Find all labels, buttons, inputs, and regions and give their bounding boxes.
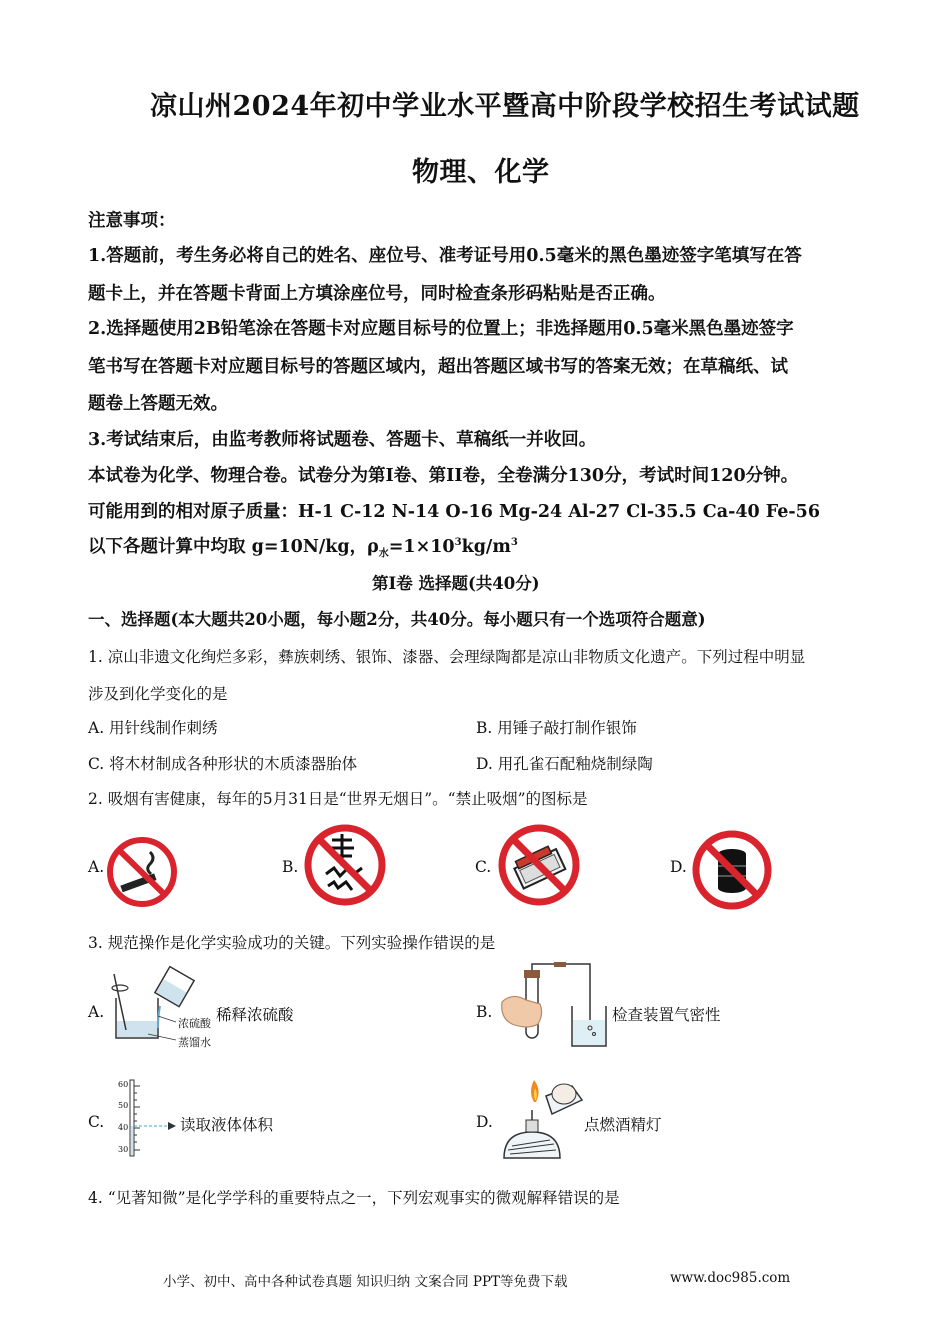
q1-option-b: B. 用锤子敲打制作银饰: [476, 719, 637, 737]
q1-option-a: A. 用针线制作刺绣: [88, 719, 218, 737]
question-4-stem: 4. “见著知微”是化学学科的重要特点之一，下列宏观事实的微观解释错误的是: [88, 1189, 620, 1207]
label-distilled-water: 蒸馏水: [178, 1036, 211, 1049]
graduated-cylinder-diagram: [104, 1078, 184, 1160]
question-3-stem: 3. 规范操作是化学实验成功的关键。下列实验操作错误的是: [88, 934, 496, 952]
q3-option-d: D.: [476, 1113, 493, 1131]
notice-line: 1.答题前，考生务必将自己的姓名、座位号、准考证号用0.5毫米的黑色墨迹签字笔填写在答: [88, 246, 802, 266]
constants-line: 以下各题计算中均取 g=10N/kg，$\rho_水=1\times 10^3kg/m^3$: [88, 537, 518, 560]
q3-d-caption: 点燃酒精灯: [584, 1116, 662, 1134]
notice-line: 3.考试结束后，由监考教师将试题卷、答题卡、草稿纸一并收回。: [88, 430, 597, 450]
q2-option-b: B.: [282, 858, 299, 876]
no-fireworks-icon: [302, 822, 388, 908]
question-1-stem: 涉及到化学变化的是: [88, 685, 228, 703]
q3-a-caption: 稀释浓硫酸: [216, 1006, 294, 1024]
no-smoking-icon: [104, 834, 180, 910]
footer-site-link[interactable]: www.doc985.com: [670, 1270, 791, 1286]
no-matches-icon: [496, 822, 582, 908]
no-oil-barrel-icon: [690, 828, 774, 912]
notice-line: 2.选择题使用2B铅笔涂在答题卡对应题目标号的位置上；非选择题用0.5毫米黑色墨迹签字: [88, 319, 794, 339]
exam-info: 本试卷为化学、物理合卷。试卷分为第I卷、第II卷，全卷满分130分，考试时间120分钟。: [88, 466, 799, 486]
q2-option-c: C.: [475, 858, 492, 876]
airtight-check-diagram: [492, 962, 612, 1052]
question-2-stem: 2. 吸烟有害健康，每年的5月31日是“世界无烟日”。“禁止吸烟”的图标是: [88, 790, 588, 808]
tick-label: 30: [118, 1145, 129, 1154]
label-conc-acid: 浓硫酸: [178, 1017, 211, 1030]
notice-line: 笔书写在答题卡对应题目标号的答题区域内，超出答题区域书写的答案无效；在草稿纸、试: [88, 357, 788, 377]
q2-option-a: A.: [88, 858, 105, 876]
q3-option-b: B.: [476, 1003, 493, 1021]
q1-option-c: C. 将木材制成各种形状的木质漆器胎体: [88, 755, 358, 773]
q3-option-a: A.: [88, 1003, 105, 1021]
q1-option-d: D. 用孔雀石配釉烧制绿陶: [476, 755, 653, 773]
q3-b-caption: 检查装置气密性: [612, 1006, 721, 1024]
alcohol-lamp-diagram: [494, 1072, 586, 1164]
footer-text: 小学、初中、高中各种试卷真题 知识归纳 文案合同 PPT等免费下载: [163, 1274, 568, 1290]
notice-line: 题卡上，并在答题卡背面上方填涂座位号，同时检查条形码粘贴是否正确。: [88, 284, 666, 304]
q3-option-c: C.: [88, 1113, 105, 1131]
part-title: 第I卷 选择题(共40分): [372, 574, 540, 593]
question-1-stem: 1. 凉山非遗文化绚烂多彩，彝族刺绣、银饰、漆器、会理绿陶都是凉山非物质文化遗产。下列过程中明显: [88, 648, 806, 666]
notice-heading: 注意事项：: [88, 211, 176, 231]
section-heading: 一、选择题(本大题共20小题，每小题2分，共40分。每小题只有一个选项符合题意): [88, 610, 706, 629]
notice-line: 题卷上答题无效。: [88, 394, 228, 414]
atomic-masses: 可能用到的相对原子质量：H-1 C-12 N-14 O-16 Mg-24 Al-27 Cl-35.5 Ca-40 Fe-56: [88, 502, 820, 522]
page-subtitle: 物理、化学: [412, 157, 550, 188]
tick-label: 40: [118, 1123, 129, 1132]
page-title: 凉山州2024年初中学业水平暨高中阶段学校招生考试试题: [150, 91, 860, 122]
tick-label: 50: [118, 1101, 129, 1110]
q2-option-d: D.: [670, 858, 687, 876]
tick-label: 60: [118, 1080, 129, 1089]
q3-c-caption: 读取液体体积: [180, 1116, 274, 1134]
